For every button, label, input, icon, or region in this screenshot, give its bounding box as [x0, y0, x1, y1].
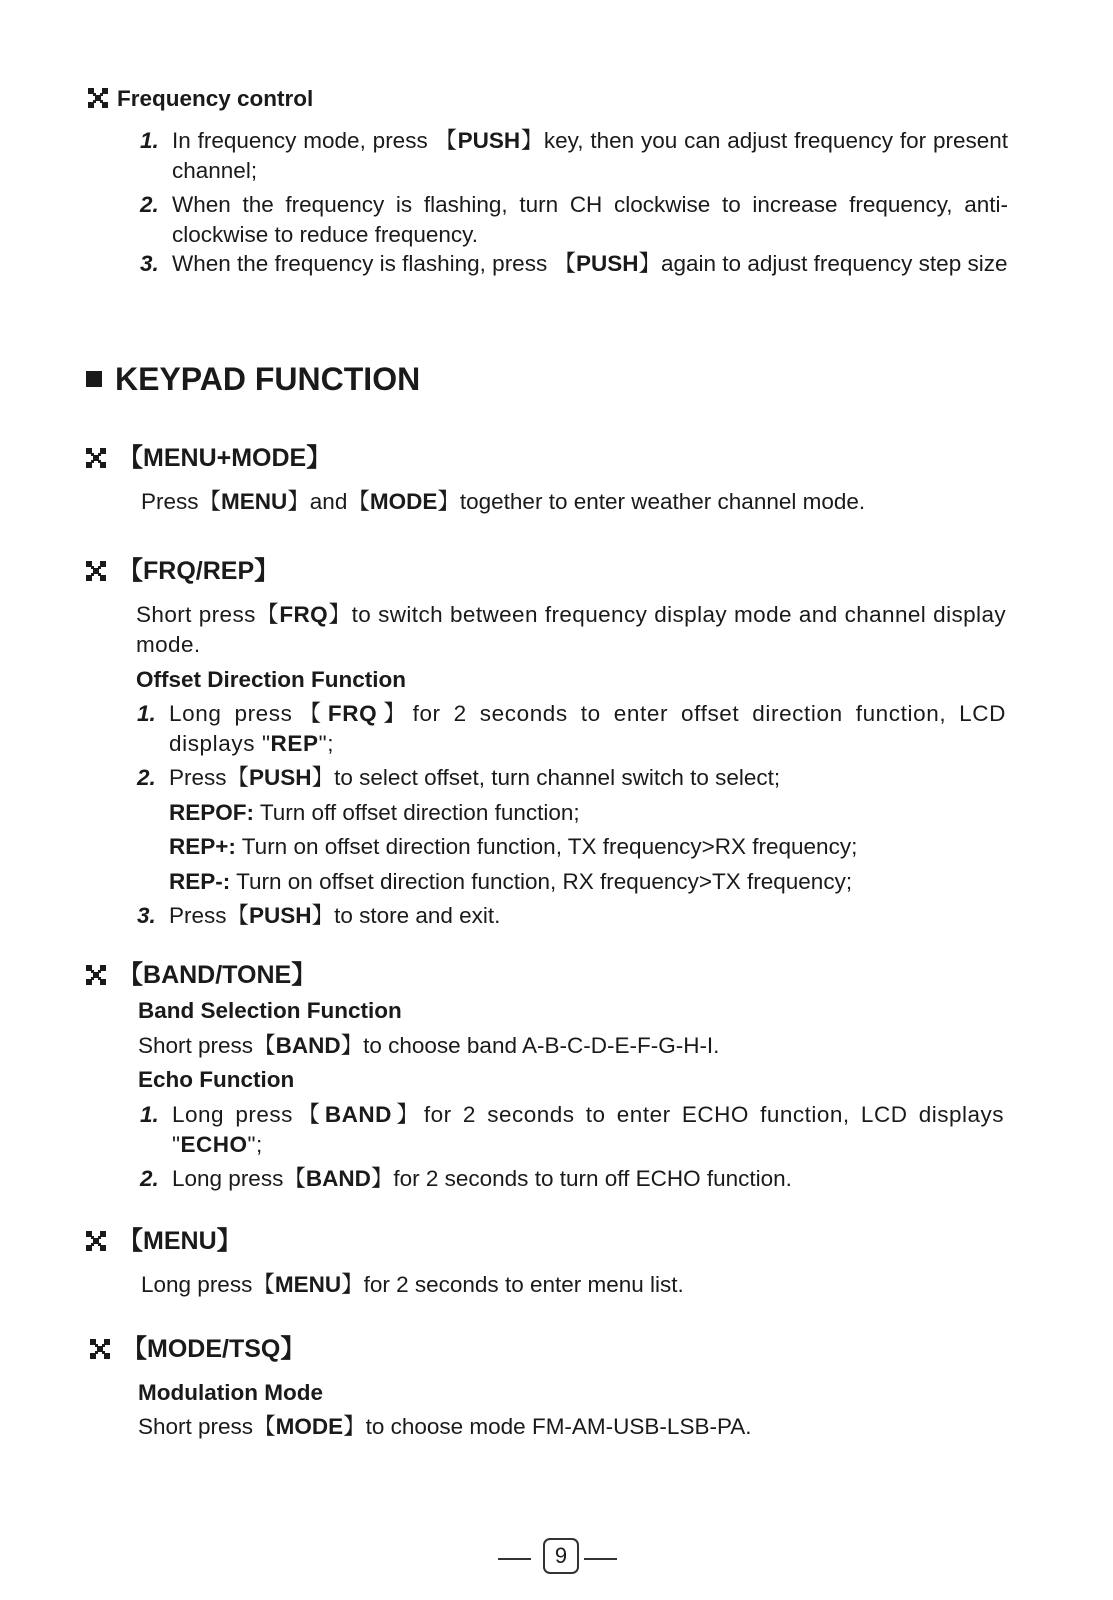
x-bullet-icon [86, 448, 106, 468]
x-bullet-icon [90, 1339, 110, 1359]
option-repof: REPOF: Turn off offset direction function; [169, 800, 580, 825]
x-bullet-icon [86, 561, 106, 581]
subsection-title-echo: Echo Function [138, 1067, 295, 1092]
footer-line-right [584, 1558, 617, 1560]
square-bullet-icon [86, 371, 102, 387]
page-heading-keypad-function: KEYPAD FUNCTION [115, 361, 421, 397]
list-item: 3. When the frequency is flashing, press 【PUSH】again to adjust frequency step size [140, 251, 1008, 276]
list-item: 1. Long press【FRQ】for 2 seconds to enter offset direction function, LCD displays "REP"; [137, 701, 1006, 756]
list-item: 2. When the frequency is flashing, turn CH clockwise to increase frequency, anti-clockwise to reduce frequency. [140, 192, 1008, 247]
subsection-title-offset-direction: Offset Direction Function [136, 667, 406, 692]
section-title-band-tone: 【BAND/TONE】 [118, 961, 317, 989]
section-title-mode-tsq: 【MODE/TSQ】 [122, 1335, 306, 1363]
list-item: 2. Press【PUSH】to select offset, turn channel switch to select; [137, 765, 781, 790]
list-item: 1. In frequency mode, press 【PUSH】key, then you can adjust frequency for present channel; [140, 128, 1008, 183]
list-item: 2. Long press【BAND】for 2 seconds to turn off ECHO function. [140, 1166, 792, 1191]
subsection-title-band-selection: Band Selection Function [138, 998, 402, 1023]
mode-description: Short press【MODE】to choose mode FM-AM-USB-LSB-PA. [138, 1414, 752, 1439]
option-rep-plus: REP+: Turn on offset direction function, TX frequency>RX frequency; [169, 834, 858, 859]
menu-mode-description: Press【MENU】and【MODE】together to enter weather channel mode. [141, 489, 866, 514]
page-number: 9 [543, 1538, 579, 1574]
option-rep-minus: REP-: Turn on offset direction function, RX frequency>TX frequency; [169, 869, 853, 894]
subsection-title-modulation-mode: Modulation Mode [138, 1380, 323, 1405]
page-footer [0, 1538, 1113, 1578]
menu-description: Long press【MENU】for 2 seconds to enter menu list. [141, 1272, 684, 1297]
band-description: Short press【BAND】to choose band A-B-C-D-E-F-G-H-I. [138, 1033, 720, 1058]
section-title-frq-rep: 【FRQ/REP】 [118, 557, 280, 585]
x-bullet-icon [86, 965, 106, 985]
list-item: 3. Press【PUSH】to store and exit. [137, 903, 501, 928]
section-title-menu: 【MENU】 [118, 1227, 242, 1255]
footer-line-left [498, 1558, 531, 1560]
section-title-menu-mode: 【MENU+MODE】 [118, 444, 332, 472]
x-bullet-icon [86, 1231, 106, 1251]
list-item: 1. Long press【BAND】for 2 seconds to enter ECHO function, LCD displays "ECHO"; [140, 1102, 1004, 1157]
x-bullet-icon [88, 88, 108, 108]
frq-description: Short press【FRQ】to switch between frequency display mode and channel display mode. [136, 602, 1007, 657]
section-title-frequency-control: Frequency control [117, 86, 314, 111]
